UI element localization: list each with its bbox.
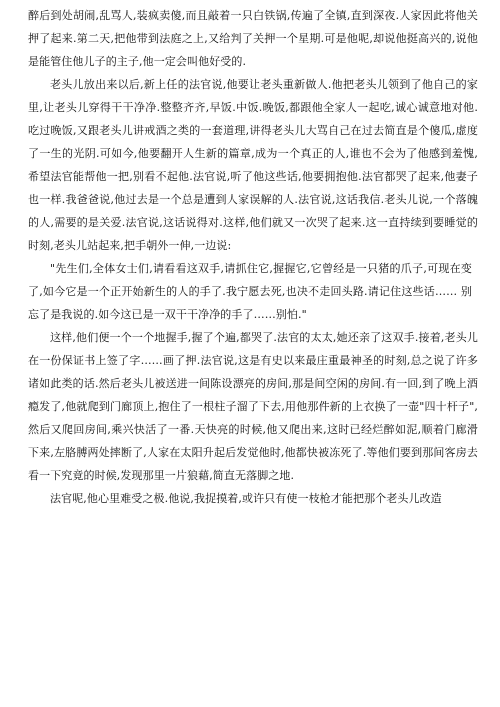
paragraph-5: 法官呢,他心里难受之极.他说,我捉摸着,或许只有使一枝枪才能把那个老头儿改造 xyxy=(50,492,442,505)
paragraph-2: 老头儿放出来以后,新上任的法官说,他要让老头重新做人.他把老头儿领到了他自己的家里,让老头儿穿得干干净净.整整齐齐,早饭.中饭.晚饭,都跟他全家人一起吃,诚心诚意地对他.吃过晚饭,又跟老头儿讲戒酒之类的一套道理,讲得老头儿大骂自己在过去简直是个傻瓜,虚度了一生的光阴.可如今,他要翻开人生新的篇章,成为一个真正的人,谁也不会为了他感到羞愧,希望法官能帮他一把,别看不起他.法官说,听了他这些话,他要拥抱他.法官都哭了起来,他妻子也一样.我爸爸说,他过去是一个总是遭到人家误解的人.法官说,这话我信.老头儿说,一个落魄的人,需要的是关爱.法官说,这话说得对.这样,他们就又一次哭了起来.这一直持续到要睡觉的时刻,老头儿站起来,把手朝外一伸,一边说: xyxy=(28,78,478,252)
paragraph-quote: "先生们,全体女士们,请看看这双手,请抓住它,握握它,它曾经是一只猪的爪子,可现在变了,如今它是一个正开始新生的人的手了.我宁愿去死,也决不走回头路.请记住这些话…… 别忘了是我说的.如今这已是一双干干净净的手了……别怕." xyxy=(28,262,472,321)
paragraph-4: 这样,他们便一个一个地握手,握了个遍,都哭了.法官的太太,她还亲了这双手.接着,老头儿在一份保证书上签了字……画了押.法官说,这是有史以来最庄重最神圣的时刻,总之说了许多诸如此类的话.然后老头儿被送进一间陈设漂亮的房间,那是间空闲的房间.有一回,到了晚上酒瘾发了,他就爬到门廊顶上,抱住了一根柱子溜了下去,用他那件新的上衣换了一壶"四十杆子",然后又爬回房间,乘兴快活了一番.天快亮的时候,他又爬出来,这时已经烂醉如泥,顺着门廊滑下来,左胳膊两处摔断了,人家在太阳升起后发觉他时,他都快被冻死了.等他们要到那间客房去看一下究竟的时候,发现那里一片狼藉,简直无落脚之地. xyxy=(28,331,478,482)
paragraph-1: 醉后到处胡闹,乱骂人,装疯卖傻,而且敲着一只白铁锅,传遍了全镇,直到深夜.人家因此将他关押了起来.第二天,把他带到法庭之上,又给判了关押一个星期.可是他呢,却说他挺高兴的,说他是能管住他儿子的主子,他一定会叫他好受的. xyxy=(28,9,478,68)
